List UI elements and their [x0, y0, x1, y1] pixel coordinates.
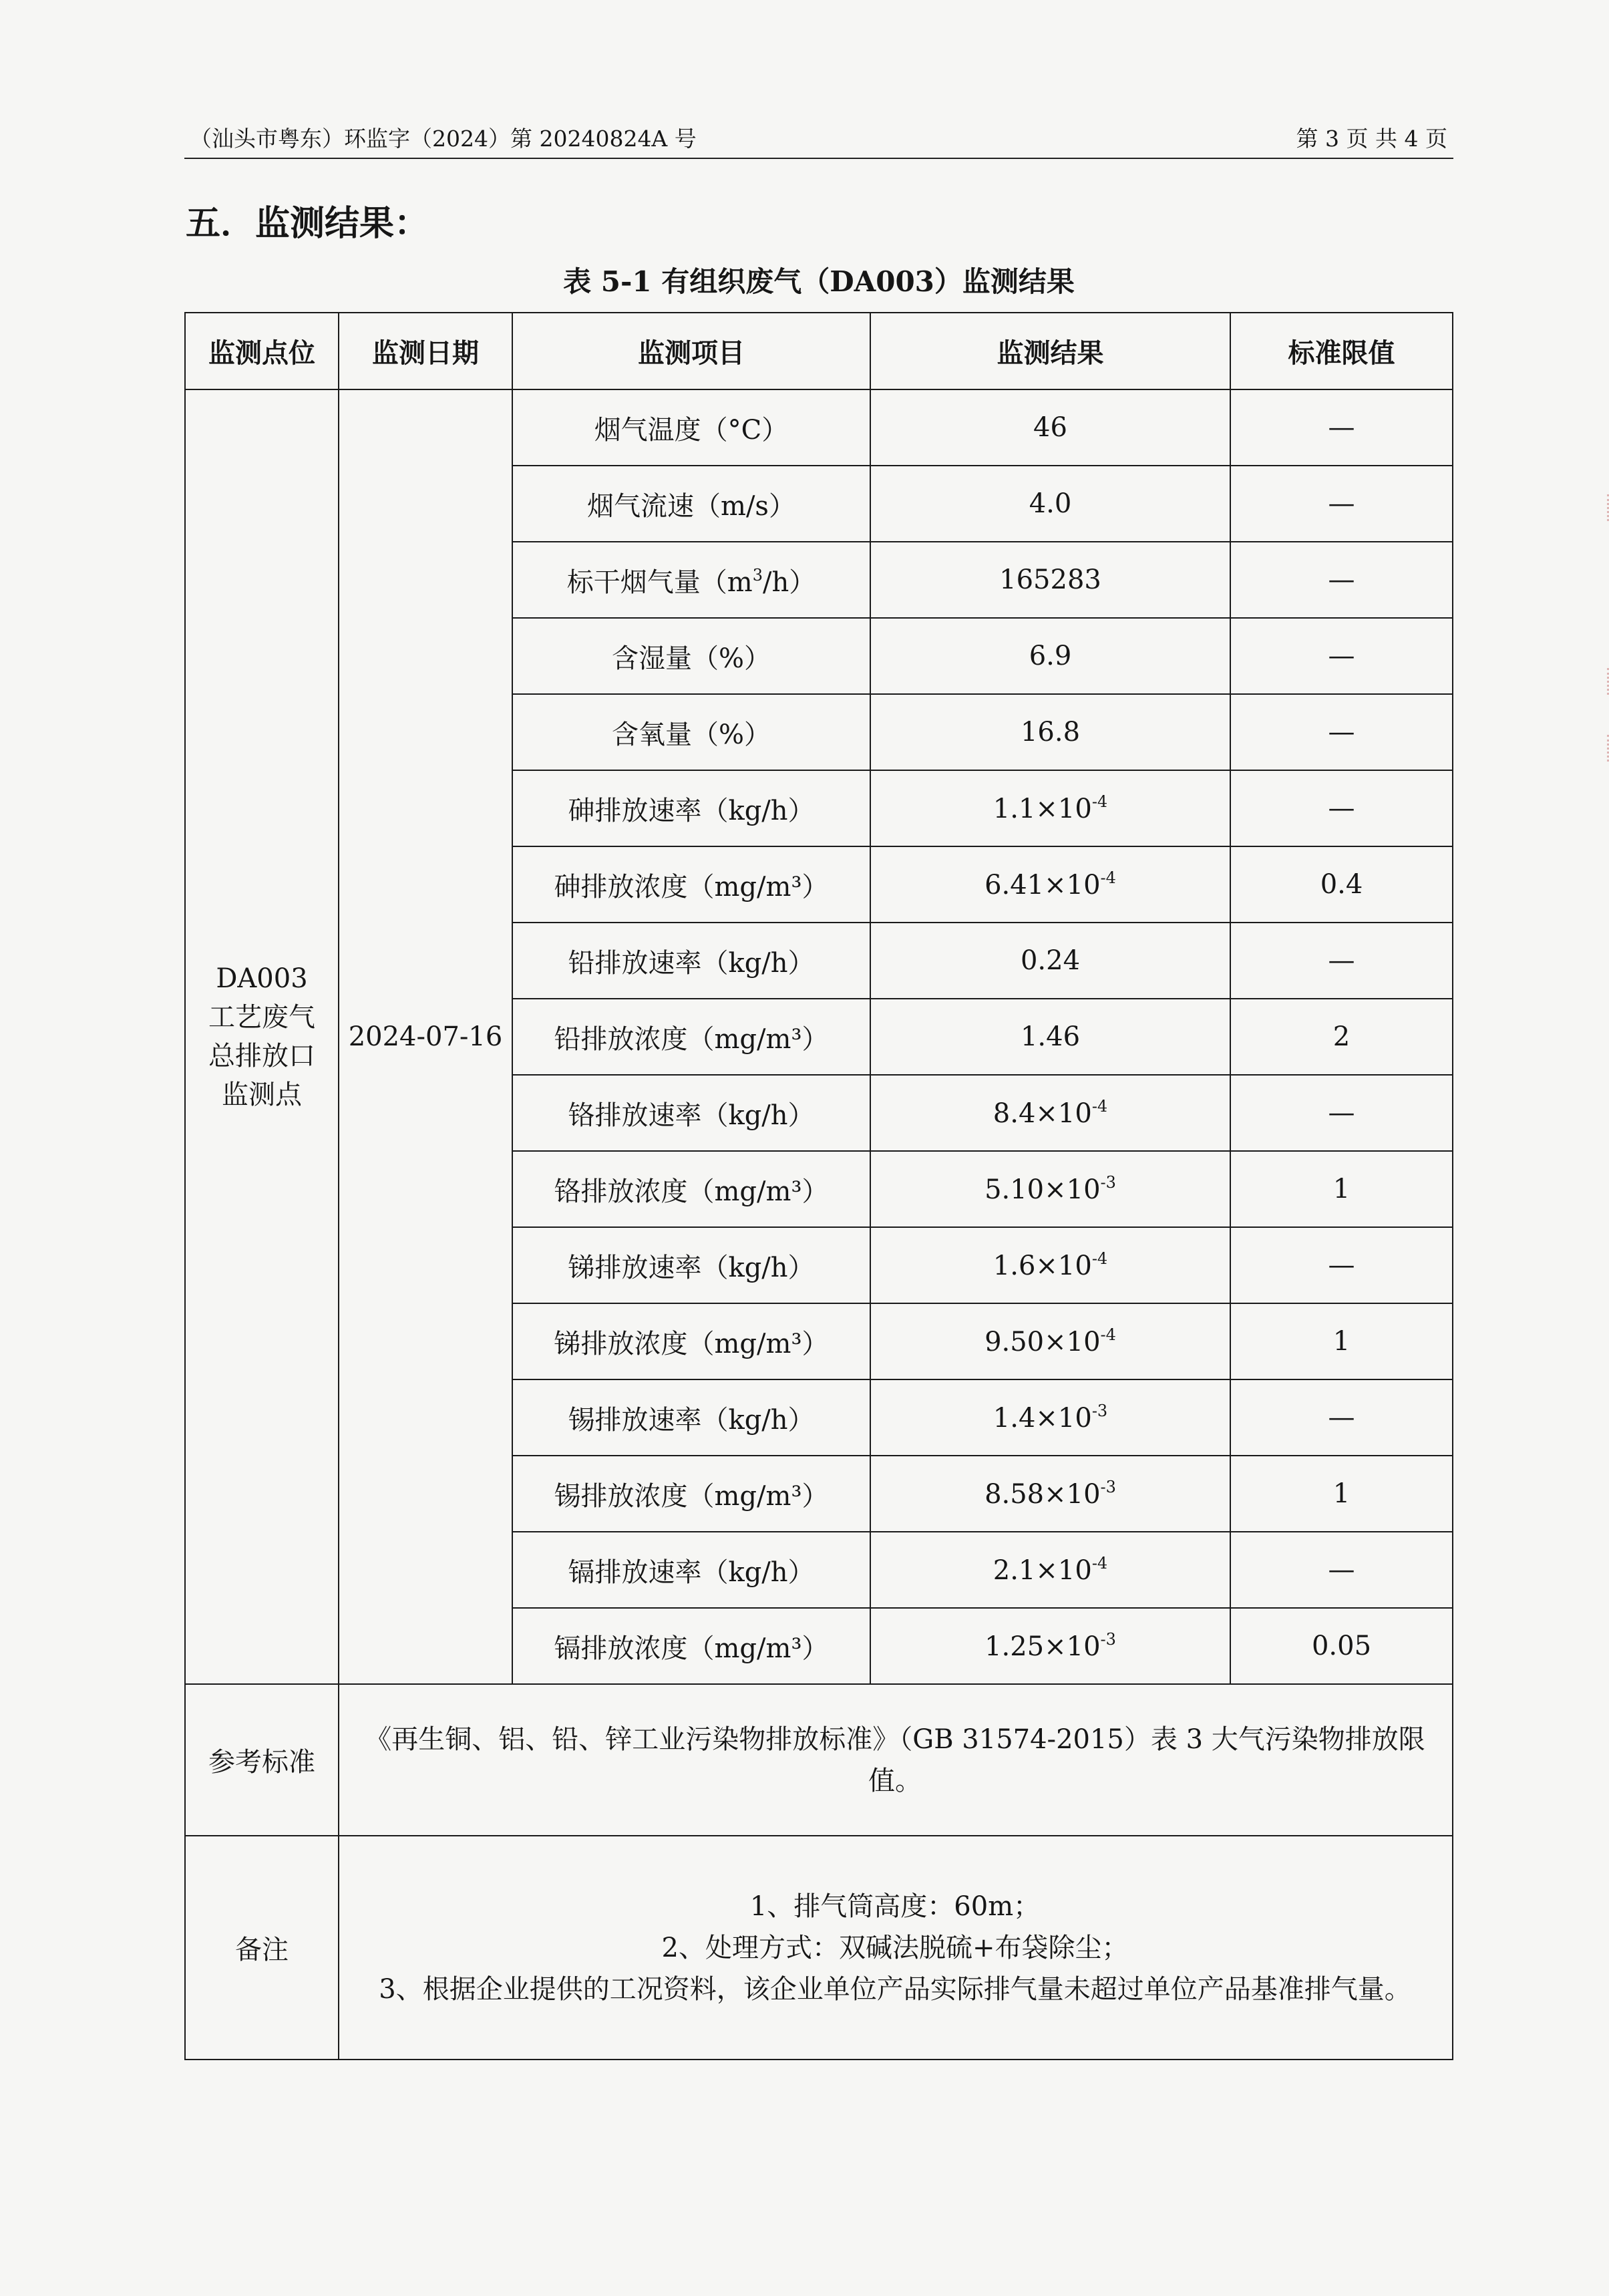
result-mantissa: 1.6×10 — [993, 1251, 1092, 1281]
margin-stain — [1595, 494, 1609, 521]
result-exponent: -4 — [1091, 1554, 1108, 1573]
reference-standard-label: 参考标准 — [185, 1684, 339, 1836]
standard-limit-cell: — — [1230, 1532, 1453, 1608]
monitoring-item-cell: 铅排放浓度（mg/m³） — [512, 999, 870, 1075]
result-mantissa: 2.1×10 — [993, 1555, 1092, 1586]
result-exponent: -4 — [1091, 1097, 1108, 1116]
standard-limit-cell: — — [1230, 1075, 1453, 1151]
column-header: 监测项目 — [512, 313, 870, 389]
result-exponent: -4 — [1100, 868, 1116, 887]
result-exponent: -3 — [1100, 1630, 1116, 1649]
result-mantissa: 5.10×10 — [985, 1174, 1101, 1205]
standard-limit-cell: 2 — [1230, 999, 1453, 1075]
monitoring-result-cell — [870, 1151, 1230, 1227]
margin-stain — [1595, 735, 1609, 762]
monitoring-item-cell: 镉排放浓度（mg/m³） — [512, 1608, 870, 1684]
monitoring-item-cell: 锡排放浓度（mg/m³） — [512, 1456, 870, 1532]
monitoring-result-cell: 4.0 — [870, 466, 1230, 542]
column-header: 监测日期 — [339, 313, 512, 389]
monitoring-item-cell: 锡排放速率（kg/h） — [512, 1379, 870, 1456]
location-line: 总排放口 — [208, 1041, 315, 1072]
table-header-row — [185, 313, 1453, 389]
monitoring-result-cell — [870, 1227, 1230, 1303]
monitoring-result-cell: 6.9 — [870, 618, 1230, 694]
standard-limit-cell: — — [1230, 618, 1453, 694]
result-mantissa: 8.58×10 — [985, 1479, 1101, 1510]
result-mantissa: 1.4×10 — [993, 1403, 1092, 1434]
result-exponent: -3 — [1100, 1173, 1116, 1192]
standard-limit-cell: 0.05 — [1230, 1608, 1453, 1684]
item-superscript: 3 — [752, 565, 763, 585]
column-header: 监测结果 — [870, 313, 1230, 389]
result-mantissa: 1.25×10 — [985, 1631, 1101, 1662]
monitoring-item-cell: 锑排放速率（kg/h） — [512, 1227, 870, 1303]
monitoring-item-cell: 镉排放速率（kg/h） — [512, 1532, 870, 1608]
monitoring-result-cell: 165283 — [870, 542, 1230, 618]
standard-limit-cell: 1 — [1230, 1303, 1453, 1379]
result-exponent: -4 — [1100, 1325, 1116, 1344]
result-exponent: -3 — [1091, 1402, 1108, 1420]
page-header — [187, 122, 1453, 156]
monitoring-result-cell — [870, 846, 1230, 923]
note-item: 3、根据企业提供的工况资料，该企业单位产品实际排气量未超过单位产品基准排气量。 — [379, 1973, 1411, 2005]
result-mantissa: 1.1×10 — [993, 794, 1092, 824]
monitoring-item-cell — [512, 542, 870, 618]
result-mantissa: 8.4×10 — [993, 1098, 1092, 1129]
column-header: 标准限值 — [1230, 313, 1453, 389]
standard-limit-cell: 0.4 — [1230, 846, 1453, 923]
standard-limit-cell: — — [1230, 389, 1453, 466]
monitoring-item-cell: 烟气流速（m/s） — [512, 466, 870, 542]
result-exponent: -4 — [1091, 792, 1108, 811]
monitoring-item-cell: 铅排放速率（kg/h） — [512, 923, 870, 999]
location-line: DA003 — [216, 963, 308, 994]
monitoring-result-cell: 16.8 — [870, 694, 1230, 770]
item-text: /h） — [762, 566, 816, 598]
notes-text — [339, 1836, 1453, 2060]
standard-limit-cell: 1 — [1230, 1456, 1453, 1532]
standard-limit-cell: — — [1230, 694, 1453, 770]
monitoring-item-cell: 锑排放浓度（mg/m³） — [512, 1303, 870, 1379]
monitoring-date-cell: 2024-07-16 — [339, 389, 512, 1684]
item-text: 标干烟气量（m — [566, 566, 753, 598]
standard-limit-cell: — — [1230, 466, 1453, 542]
monitoring-item-cell: 砷排放速率（kg/h） — [512, 770, 870, 846]
monitoring-result-cell: 46 — [870, 389, 1230, 466]
header-divider — [184, 158, 1453, 159]
monitoring-item-cell: 烟气温度（°C） — [512, 389, 870, 466]
monitoring-item-cell: 含氧量（%） — [512, 694, 870, 770]
monitoring-result-cell — [870, 1456, 1230, 1532]
report-number: （汕头市粤东）环监字（2024）第 20240824A 号 — [190, 126, 697, 152]
monitoring-result-cell: 1.46 — [870, 999, 1230, 1075]
location-line: 工艺废气 — [208, 1002, 315, 1033]
monitoring-result-cell — [870, 770, 1230, 846]
standard-limit-cell: — — [1230, 770, 1453, 846]
monitoring-result-cell — [870, 1532, 1230, 1608]
reference-standard-text: 《再生铜、铝、铅、锌工业污染物排放标准》（GB 31574-2015）表 3 大气污染物排放限值。 — [339, 1684, 1453, 1836]
monitoring-item-cell: 砷排放浓度（mg/m³） — [512, 846, 870, 923]
monitoring-location-cell — [185, 389, 339, 1684]
standard-limit-cell: — — [1230, 1379, 1453, 1456]
monitoring-result-cell — [870, 1608, 1230, 1684]
standard-limit-cell: — — [1230, 542, 1453, 618]
reference-standard-row — [185, 1684, 1453, 1836]
result-exponent: -4 — [1091, 1249, 1108, 1268]
monitoring-result-cell — [870, 1379, 1230, 1456]
monitoring-result-cell — [870, 1303, 1230, 1379]
standard-limit-cell: 1 — [1230, 1151, 1453, 1227]
table-row — [185, 389, 1453, 466]
results-table — [184, 312, 1453, 2060]
note-item: 1、排气筒高度：60m； — [749, 1891, 1041, 1922]
column-header: 监测点位 — [185, 313, 339, 389]
result-mantissa: 9.50×10 — [985, 1327, 1101, 1357]
result-mantissa: 6.41×10 — [985, 870, 1101, 900]
margin-stain — [1595, 668, 1609, 695]
monitoring-item-cell: 含湿量（%） — [512, 618, 870, 694]
page-info: 第 3 页 共 4 页 — [1296, 126, 1447, 152]
result-exponent: -3 — [1100, 1478, 1116, 1496]
monitoring-result-cell: 0.24 — [870, 923, 1230, 999]
standard-limit-cell: — — [1230, 923, 1453, 999]
standard-limit-cell: — — [1230, 1227, 1453, 1303]
section-title: 五．监测结果： — [186, 204, 429, 244]
table-caption: 表 5-1 有组织废气（DA003）监测结果 — [563, 265, 1075, 298]
monitoring-item-cell: 铬排放速率（kg/h） — [512, 1075, 870, 1151]
notes-row — [185, 1836, 1453, 2060]
notes-label: 备注 — [185, 1836, 339, 2060]
monitoring-result-cell — [870, 1075, 1230, 1151]
note-item: 2、处理方式：双碱法脱硫+布袋除尘； — [661, 1932, 1129, 1963]
location-line: 监测点 — [222, 1080, 302, 1110]
monitoring-item-cell: 铬排放浓度（mg/m³） — [512, 1151, 870, 1227]
